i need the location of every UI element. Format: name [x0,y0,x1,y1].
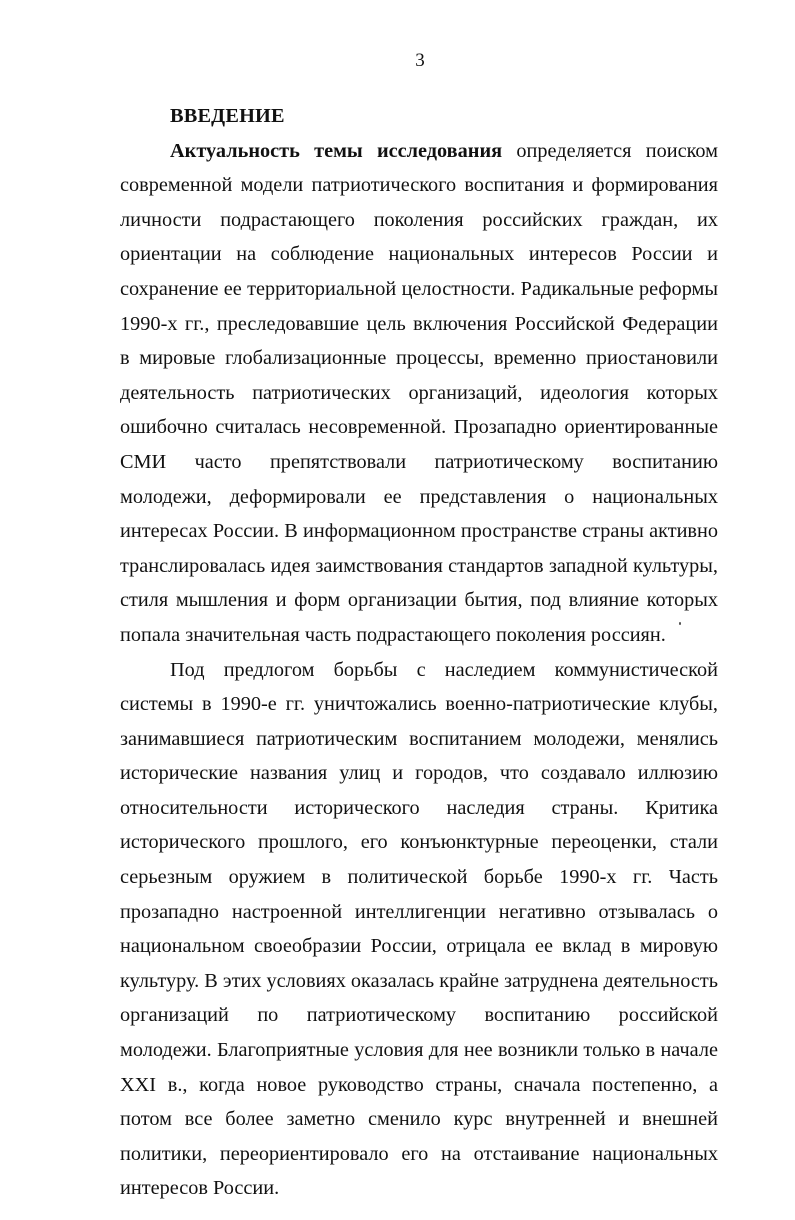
page-number: 3 [415,50,425,71]
paragraph-lead: Актуальность темы исследования [170,139,503,162]
section-heading: ВВЕДЕНИЕ [170,105,285,127]
paragraph-history: Под предлогом борьбы с наследием коммунистической системы в 1990-е гг. уничтожались военно-патриотические клубы, занимавшиеся патриотическим воспитанием молодежи, менялись исторические названия улиц и городов, что создавало иллюзию относительности исторического наследия страны. Критика исторического прошлого, его конъюнктурные переоценки, стали серьезным оружием в политической борьбе 1990-х гг. Часть прозападно настроенной интеллигенции негативно отзывалась о национальном своеобразии России, отрицала ее вклад в мировую культуру. В этих условиях оказалась крайне затруднена деятельность организаций по патриотическому воспитанию российской молодежи. Благоприятные условия для нее возникли только в начале XXI в., когда новое руководство страны, сначала постепенно, а потом все более заметно сменило курс внутренней и внешней политики, переориентировало его на отстаивание национальных интересов России. [120,658,718,1200]
paragraph-relevance [120,134,718,653]
page-content [120,99,718,1206]
paragraph-body: определяется поиском современной модели патриотического воспитания и формирования личности подрастающего поколения российских граждан, их ориентации на соблюдение национальных интересов России и сохранение ее территориальной целостности. Радикальные реформы 1990-х гг., преследовавшие цель включения Российской Федерации в мировые глобализационные процессы, временно приостановили деятельность патриотических организаций, идеология которых ошибочно считалась несовременной. Прозападно ориентированные СМИ часто препятствовали патриотическому воспитанию молодежи, деформировали ее представления о национальных интересах России. В информационном пространстве страны активно транслировалась идея заимствования стандартов западной культуры, стиля мышления и форм организации бытия, под влияние которых попала значительная часть подрастающего поколения россиян. [120,139,718,646]
scan-speck [679,622,681,625]
